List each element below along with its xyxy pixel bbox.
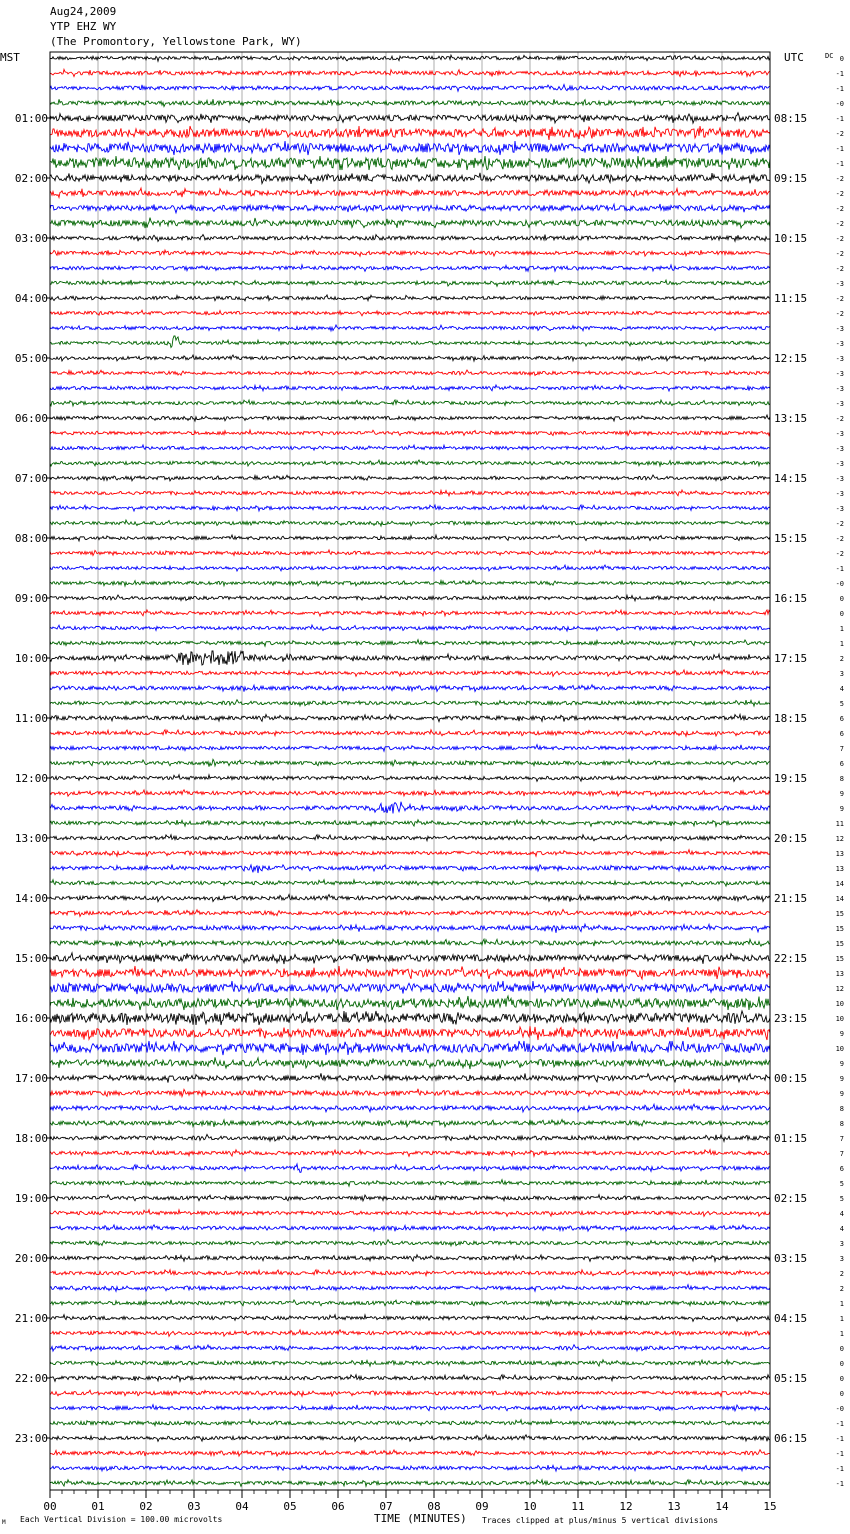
dc-offset-label: -3: [835, 355, 844, 363]
utc-hour-label: 12:15: [774, 352, 808, 365]
dc-offset-label: -1: [835, 1465, 844, 1473]
trace-94: [50, 1465, 770, 1471]
utc-axis-title: UTC: [784, 51, 804, 64]
x-tick-label: 11: [571, 1500, 585, 1513]
trace-46: [50, 745, 770, 752]
trace-7: [50, 156, 770, 170]
trace-37: [50, 610, 770, 616]
dc-offset-label: 9: [839, 1060, 844, 1068]
trace-47: [50, 759, 770, 766]
mst-hour-label: 15:00: [14, 952, 48, 965]
dc-offset-label: -1: [835, 70, 844, 78]
trace-67: [50, 1057, 770, 1069]
scale-note: Each Vertical Division = 100.00 microvolts: [20, 1515, 223, 1524]
trace-43: [50, 700, 770, 706]
time-grid: [46, 52, 770, 1498]
trace-74: [50, 1164, 770, 1172]
mst-hour-label: 22:00: [14, 1372, 48, 1385]
trace-3: [50, 99, 770, 106]
mst-hour-label: 06:00: [14, 412, 48, 425]
dc-offset-label: -2: [835, 220, 844, 228]
dc-offset-label: -1: [835, 115, 844, 123]
trace-15: [50, 280, 770, 286]
dc-offset-label: -3: [835, 475, 844, 483]
mst-hour-label: 11:00: [14, 712, 48, 725]
trace-38: [50, 625, 770, 631]
dc-offset-label: 6: [839, 760, 844, 768]
dc-offset-label: 1: [839, 625, 844, 633]
dc-offset-label: 10: [835, 1000, 844, 1008]
x-tick-label: 04: [235, 1500, 249, 1513]
trace-35: [50, 580, 770, 586]
trace-6: [50, 141, 770, 155]
trace-54: [50, 865, 770, 874]
dc-offset-label: -3: [835, 490, 844, 498]
trace-82: [50, 1285, 770, 1292]
utc-hour-label: 14:15: [774, 472, 808, 485]
dc-offset-label: -2: [835, 175, 844, 183]
trace-60: [50, 953, 770, 964]
x-tick-label: 08: [427, 1500, 441, 1513]
trace-20: [50, 355, 770, 361]
dc-offset-label: -0: [835, 100, 844, 108]
dc-axis-title: DC: [825, 52, 834, 60]
trace-26: [50, 445, 770, 450]
dc-offset-label: 0: [839, 595, 844, 603]
dc-offset-label: 14: [835, 895, 844, 903]
trace-88: [50, 1375, 770, 1382]
dc-offset-label: 5: [839, 1195, 844, 1203]
trace-55: [50, 880, 770, 887]
dc-offset-label: 3: [839, 670, 844, 678]
dc-offset-label: -3: [835, 370, 844, 378]
mst-hour-label: 21:00: [14, 1312, 48, 1325]
utc-hour-label: 02:15: [774, 1192, 808, 1205]
x-tick-label: 15: [763, 1500, 777, 1513]
trace-71: [50, 1120, 770, 1127]
utc-hour-label: 01:15: [774, 1132, 808, 1145]
trace-42: [50, 685, 770, 692]
trace-66: [50, 1041, 770, 1055]
trace-50: [50, 802, 770, 814]
trace-58: [50, 924, 770, 933]
x-tick-label: 00: [43, 1500, 57, 1513]
x-tick-label: 10: [523, 1500, 537, 1513]
trace-layer: [50, 55, 770, 1486]
dc-offset-label: -0: [835, 1405, 844, 1413]
dc-offset-label: -1: [835, 145, 844, 153]
dc-offset-label: 9: [839, 805, 844, 813]
dc-offset-label: 7: [839, 1135, 844, 1143]
mst-hour-label: 23:00: [14, 1432, 48, 1445]
trace-56: [50, 895, 770, 902]
dc-offset-label: 1: [839, 1315, 844, 1323]
trace-9: [50, 188, 770, 197]
x-axis-title: TIME (MINUTES): [374, 1512, 467, 1525]
mst-hour-label: 05:00: [14, 352, 48, 365]
dc-offset-label: -2: [835, 265, 844, 273]
trace-22: [50, 385, 770, 391]
dc-offset-label: 1: [839, 1330, 844, 1338]
mst-hour-label: 01:00: [14, 112, 48, 125]
dc-offset-label: 5: [839, 1180, 844, 1188]
mst-hour-label: 16:00: [14, 1012, 48, 1025]
trace-5: [50, 126, 770, 140]
dc-offset-label: 8: [839, 775, 844, 783]
dc-offset-label: 9: [839, 1090, 844, 1098]
dc-offset-label: 7: [839, 745, 844, 753]
dc-offset-label: 0: [839, 1390, 844, 1398]
trace-32: [50, 535, 770, 541]
utc-hour-label: 06:15: [774, 1432, 808, 1445]
dc-offset-label: -3: [835, 385, 844, 393]
trace-44: [50, 715, 770, 722]
station-code: YTP EHZ WY: [50, 20, 117, 33]
trace-68: [50, 1073, 770, 1082]
utc-hour-label: 22:15: [774, 952, 808, 965]
trace-27: [50, 460, 770, 466]
trace-93: [50, 1450, 770, 1456]
dc-offset-label: -3: [835, 340, 844, 348]
trace-23: [50, 400, 770, 406]
trace-76: [50, 1195, 770, 1201]
dc-offset-label: 10: [835, 1015, 844, 1023]
axis-labels: [15, 55, 844, 1513]
mst-hour-label: 18:00: [14, 1132, 48, 1145]
trace-92: [50, 1435, 770, 1442]
trace-40: [50, 651, 770, 665]
dc-offset-label: 0: [839, 1360, 844, 1368]
trace-61: [50, 966, 770, 979]
x-tick-label: 03: [187, 1500, 201, 1513]
mst-axis-title: MST: [0, 51, 20, 64]
x-tick-label: 05: [283, 1500, 297, 1513]
dc-offset-label: -2: [835, 310, 844, 318]
dc-offset-label: 12: [835, 985, 844, 993]
utc-hour-label: 00:15: [774, 1072, 808, 1085]
dc-offset-label: -2: [835, 130, 844, 138]
x-tick-label: 06: [331, 1500, 345, 1513]
trace-49: [50, 790, 770, 797]
trace-91: [50, 1420, 770, 1426]
utc-hour-label: 20:15: [774, 832, 808, 845]
dc-offset-label: -1: [835, 565, 844, 573]
dc-offset-label: 2: [839, 655, 844, 663]
mst-hour-label: 04:00: [14, 292, 48, 305]
dc-offset-label: -2: [835, 520, 844, 528]
x-tick-label: 09: [475, 1500, 489, 1513]
utc-hour-label: 23:15: [774, 1012, 808, 1025]
trace-52: [50, 835, 770, 841]
trace-75: [50, 1180, 770, 1187]
trace-14: [50, 265, 770, 271]
dc-offset-label: 4: [839, 1225, 844, 1233]
dc-offset-label: -2: [835, 295, 844, 303]
mst-hour-label: 07:00: [14, 472, 48, 485]
dc-offset-label: 10: [835, 1045, 844, 1053]
trace-65: [50, 1026, 770, 1040]
dc-offset-label: -3: [835, 430, 844, 438]
dc-offset-label: 9: [839, 790, 844, 798]
trace-89: [50, 1390, 770, 1396]
dc-offset-label: 15: [835, 955, 844, 963]
mst-hour-label: 12:00: [14, 772, 48, 785]
x-tick-label: 01: [91, 1500, 105, 1513]
utc-hour-label: 13:15: [774, 412, 808, 425]
dc-offset-label: 15: [835, 910, 844, 918]
trace-80: [50, 1255, 770, 1262]
mst-hour-label: 13:00: [14, 832, 48, 845]
dc-offset-label: 15: [835, 940, 844, 948]
x-tick-label: 14: [715, 1500, 729, 1513]
dc-offset-label: -1: [835, 1435, 844, 1443]
dc-offset-label: 12: [835, 835, 844, 843]
trace-53: [50, 850, 770, 857]
utc-hour-label: 03:15: [774, 1252, 808, 1265]
trace-81: [50, 1270, 770, 1276]
dc-offset-label: 7: [839, 1150, 844, 1158]
utc-hour-label: 16:15: [774, 592, 808, 605]
mst-hour-label: 14:00: [14, 892, 48, 905]
trace-1: [50, 69, 770, 76]
trace-86: [50, 1345, 770, 1351]
station-location: (The Promontory, Yellowstone Park, WY): [50, 35, 302, 48]
trace-78: [50, 1225, 770, 1232]
trace-28: [50, 475, 770, 481]
trace-2: [50, 85, 770, 92]
dc-offset-label: -1: [835, 85, 844, 93]
dc-offset-label: -1: [835, 160, 844, 168]
trace-36: [50, 595, 770, 601]
dc-offset-label: -3: [835, 280, 844, 288]
dc-offset-label: -2: [835, 550, 844, 558]
trace-57: [50, 909, 770, 916]
trace-11: [50, 218, 770, 228]
trace-10: [50, 204, 770, 213]
trace-16: [50, 295, 770, 301]
trace-41: [50, 670, 770, 677]
utc-hour-label: 19:15: [774, 772, 808, 785]
utc-hour-label: 11:15: [774, 292, 808, 305]
dc-offset-label: 5: [839, 700, 844, 708]
trace-0: [50, 55, 770, 61]
dc-offset-label: 0: [839, 1375, 844, 1383]
trace-77: [50, 1210, 770, 1217]
mst-hour-label: 09:00: [14, 592, 48, 605]
utc-hour-label: 21:15: [774, 892, 808, 905]
trace-17: [50, 310, 770, 316]
trace-24: [50, 415, 770, 421]
trace-21: [50, 370, 770, 376]
dc-offset-label: 4: [839, 1210, 844, 1218]
dc-offset-label: -0: [835, 580, 844, 588]
x-tick-label: 12: [619, 1500, 633, 1513]
trace-51: [50, 820, 770, 827]
trace-64: [50, 1011, 770, 1025]
trace-4: [50, 113, 770, 123]
trace-90: [50, 1405, 770, 1411]
utc-hour-label: 09:15: [774, 172, 808, 185]
trace-73: [50, 1150, 770, 1157]
dc-offset-label: 9: [839, 1075, 844, 1083]
trace-39: [50, 640, 770, 647]
mst-hour-label: 19:00: [14, 1192, 48, 1205]
mst-hour-label: 10:00: [14, 652, 48, 665]
dc-offset-label: 8: [839, 1105, 844, 1113]
dc-offset-label: -1: [835, 1420, 844, 1428]
trace-87: [50, 1360, 770, 1366]
dc-offset-label: 13: [835, 850, 844, 858]
dc-offset-label: 3: [839, 1255, 844, 1263]
trace-85: [50, 1330, 770, 1337]
dc-offset-label: -3: [835, 505, 844, 513]
trace-45: [50, 730, 770, 737]
trace-48: [50, 775, 770, 782]
utc-hour-label: 15:15: [774, 532, 808, 545]
trace-8: [50, 173, 770, 184]
dc-offset-label: -2: [835, 235, 844, 243]
trace-25: [50, 430, 770, 435]
trace-62: [50, 981, 770, 994]
trace-70: [50, 1104, 770, 1112]
dc-offset-label: -2: [835, 205, 844, 213]
clip-note: Traces clipped at plus/minus 5 vertical divisions: [482, 1516, 719, 1525]
trace-69: [50, 1089, 770, 1097]
trace-59: [50, 939, 770, 947]
dc-offset-label: 2: [839, 1285, 844, 1293]
trace-63: [50, 996, 770, 1010]
utc-hour-label: 18:15: [774, 712, 808, 725]
utc-hour-label: 17:15: [774, 652, 808, 665]
dc-offset-label: -3: [835, 400, 844, 408]
dc-offset-label: 14: [835, 880, 844, 888]
dc-offset-label: -3: [835, 445, 844, 453]
dc-offset-label: 1: [839, 640, 844, 648]
dc-offset-label: 0: [839, 55, 844, 63]
dc-offset-label: 4: [839, 685, 844, 693]
utc-hour-label: 08:15: [774, 112, 808, 125]
dc-offset-label: -3: [835, 325, 844, 333]
dc-offset-label: 6: [839, 715, 844, 723]
mst-hour-label: 20:00: [14, 1252, 48, 1265]
trace-95: [50, 1480, 770, 1487]
x-tick-label: 13: [667, 1500, 681, 1513]
dc-offset-label: -2: [835, 415, 844, 423]
dc-offset-label: 13: [835, 865, 844, 873]
mst-hour-label: 03:00: [14, 232, 48, 245]
dc-offset-label: -2: [835, 250, 844, 258]
dc-offset-label: 6: [839, 730, 844, 738]
trace-19: [50, 336, 770, 348]
trace-31: [50, 520, 770, 526]
footer-left-mark: M: [2, 1519, 6, 1526]
dc-offset-label: 15: [835, 925, 844, 933]
mst-hour-label: 17:00: [14, 1072, 48, 1085]
dc-offset-label: -3: [835, 460, 844, 468]
trace-72: [50, 1134, 770, 1141]
trace-33: [50, 550, 770, 556]
dc-offset-label: -2: [835, 190, 844, 198]
trace-34: [50, 565, 770, 571]
utc-hour-label: 04:15: [774, 1312, 808, 1325]
dc-offset-label: -2: [835, 535, 844, 543]
trace-29: [50, 490, 770, 496]
dc-offset-label: 11: [835, 820, 844, 828]
mst-hour-label: 02:00: [14, 172, 48, 185]
dc-offset-label: 0: [839, 1345, 844, 1353]
trace-84: [50, 1315, 770, 1322]
mst-hour-label: 08:00: [14, 532, 48, 545]
dc-offset-label: 8: [839, 1120, 844, 1128]
dc-offset-label: 3: [839, 1240, 844, 1248]
trace-30: [50, 505, 770, 511]
utc-hour-label: 05:15: [774, 1372, 808, 1385]
trace-12: [50, 235, 770, 242]
x-tick-label: 02: [139, 1500, 153, 1513]
dc-offset-label: -1: [835, 1480, 844, 1488]
dc-offset-label: 0: [839, 610, 844, 618]
x-tick-label: 07: [379, 1500, 393, 1513]
dc-offset-label: 2: [839, 1270, 844, 1278]
dc-offset-label: -1: [835, 1450, 844, 1458]
trace-18: [50, 325, 770, 331]
trace-13: [50, 250, 770, 257]
dc-offset-label: 9: [839, 1030, 844, 1038]
chart-date: Aug24,2009: [50, 5, 117, 18]
dc-offset-label: 6: [839, 1165, 844, 1173]
trace-79: [50, 1240, 770, 1246]
dc-offset-label: 1: [839, 1300, 844, 1308]
utc-hour-label: 10:15: [774, 232, 808, 245]
trace-83: [50, 1300, 770, 1306]
dc-offset-label: 13: [835, 970, 844, 978]
